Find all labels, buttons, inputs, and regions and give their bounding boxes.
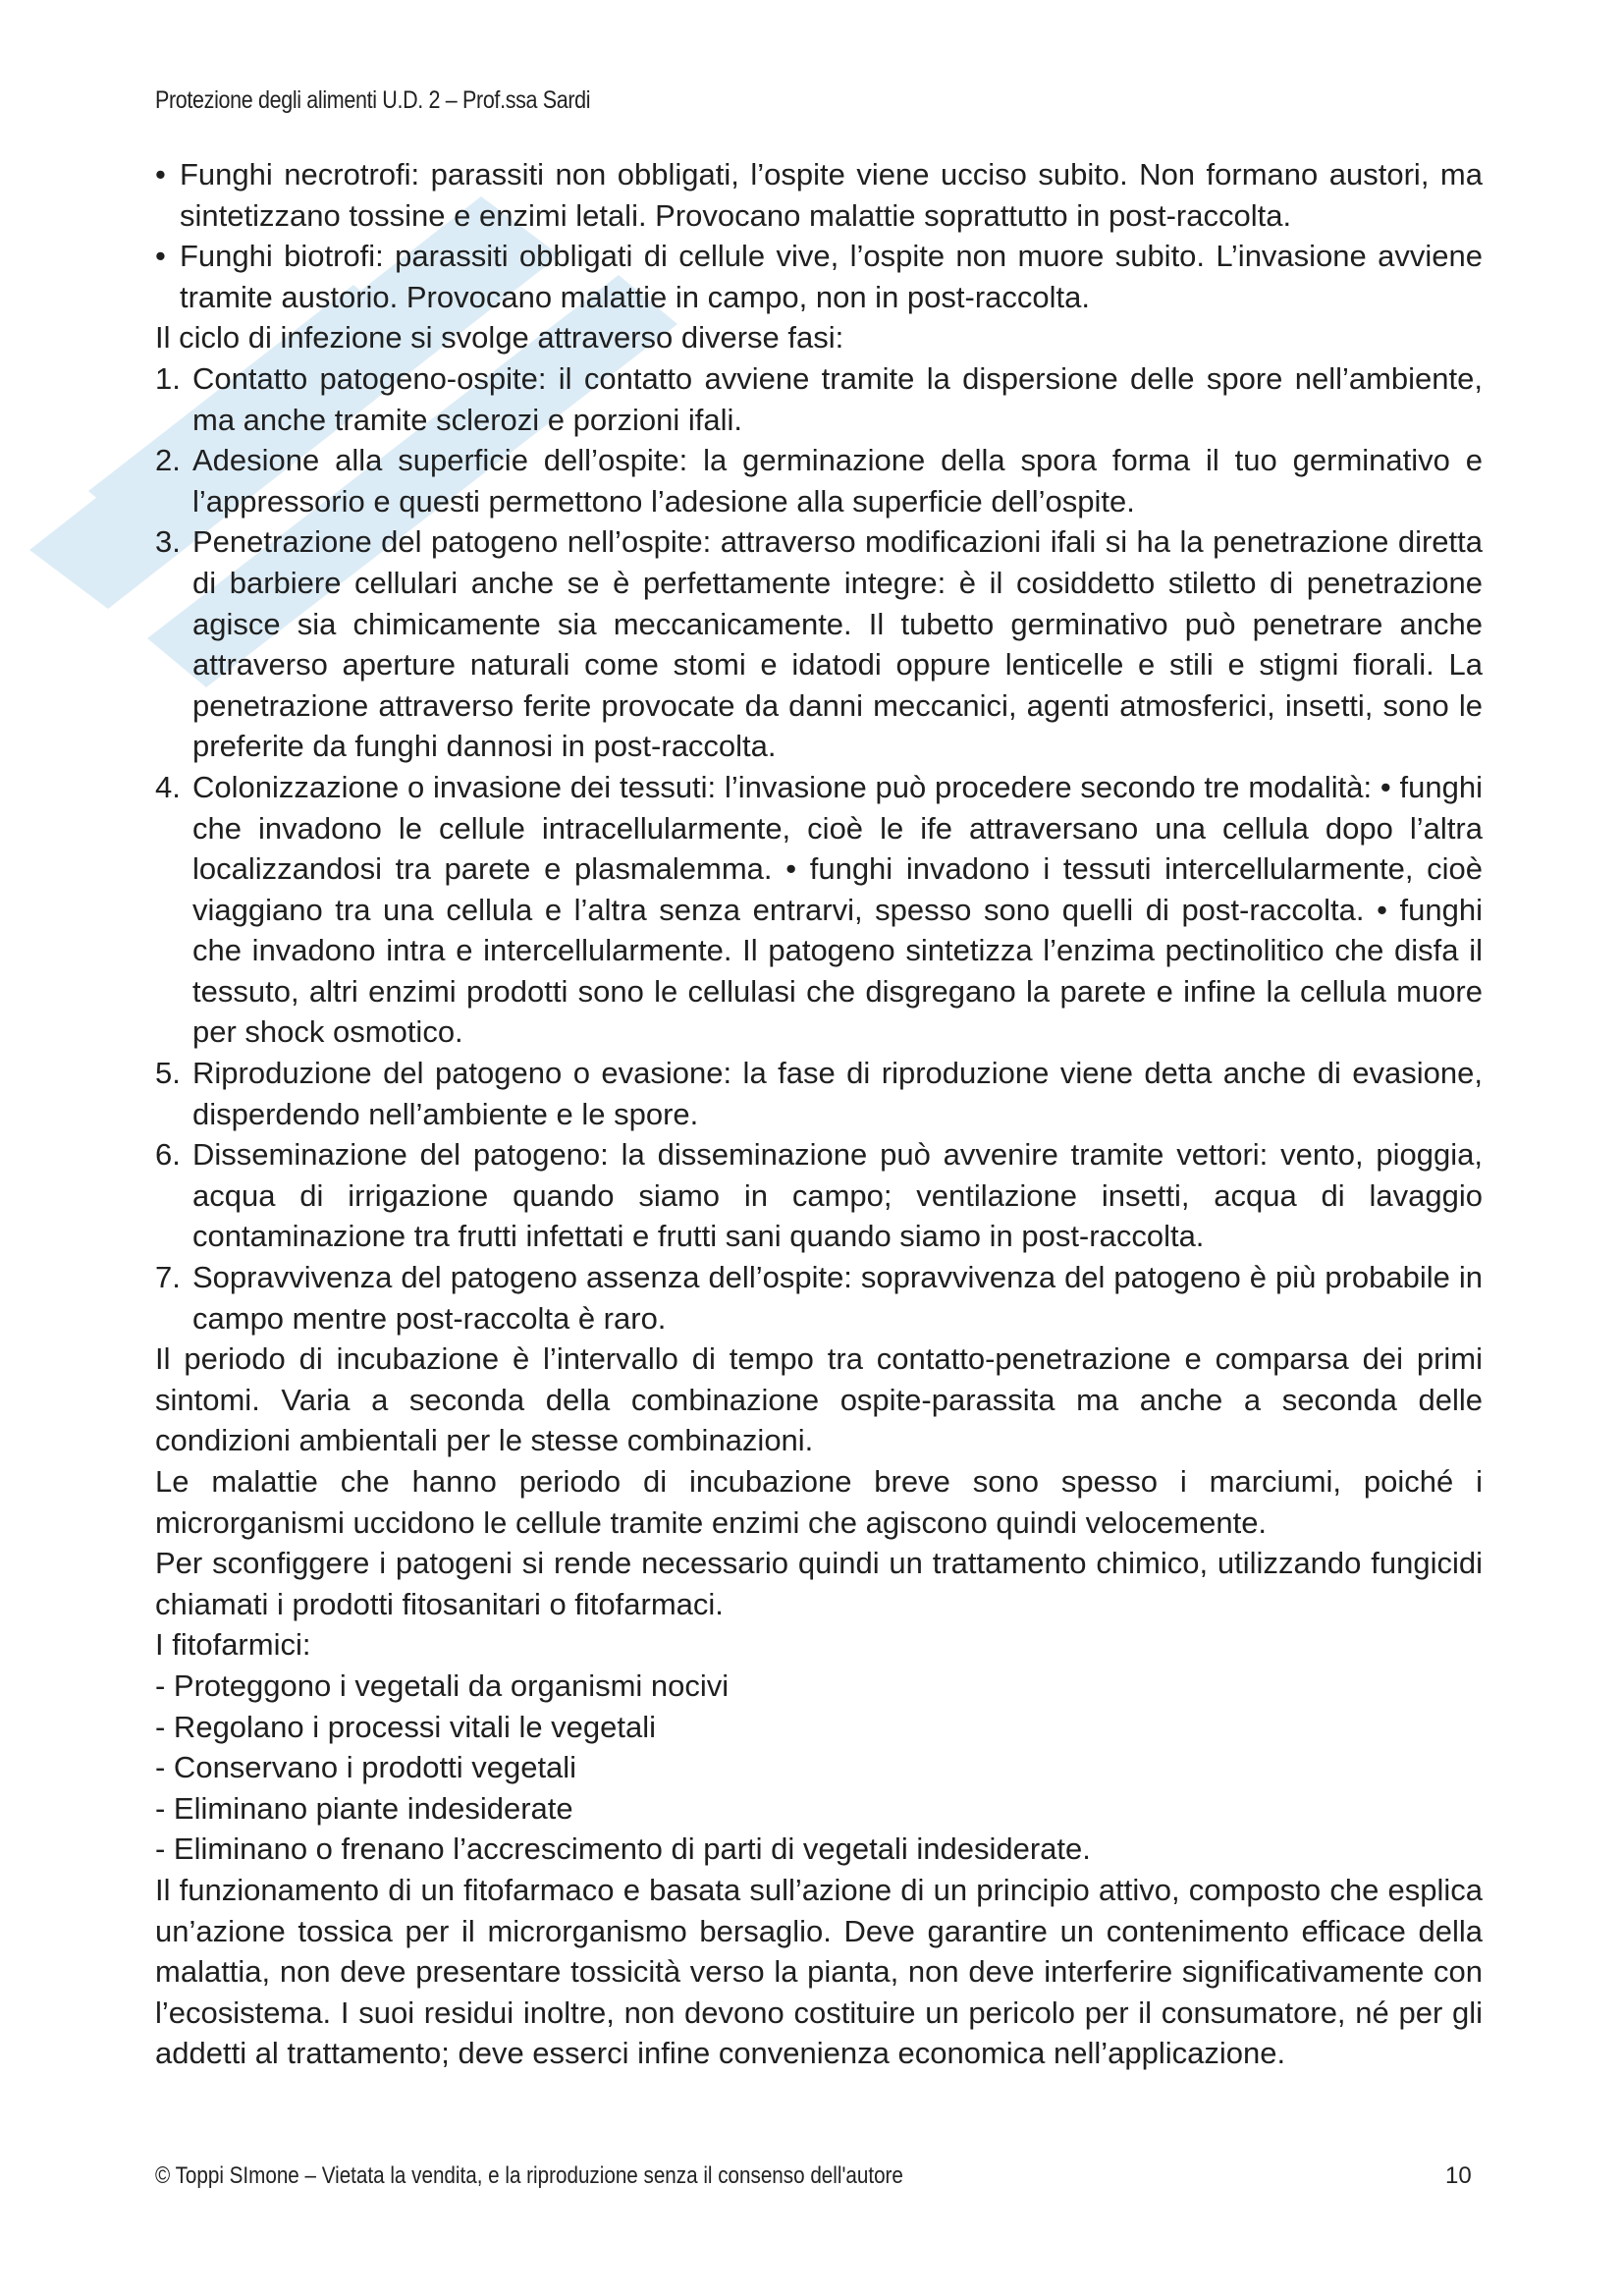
bullet-marker: • [155,157,166,191]
phase-item [155,1257,1483,1339]
incubation-paragraph: Il periodo di incubazione è l’intervallo di tempo tra contatto-penetrazione e comparsa dei primi sintomi. Varia a seconda della combinazione ospite-parassita ma anche a seconda delle condizioni ambientali per le stesse combinazioni. [155,1341,1483,1458]
phase-text: Disseminazione del patogeno: la disseminazione può avvenire tramite vettori: vento, pioggia, acqua di irrigazione quando siamo in campo; ventilazione insetti, acqua di lavaggio contaminazione tra frutti infettati e frutti sani quando siamo in post-raccolta. [192,1137,1483,1254]
functions-intro: I fitofarmici: [155,1627,311,1663]
phase-number: 3. [155,524,181,560]
phase-text: Penetrazione del patogeno nell’ospite: attraverso modificazioni ifali si ha la penetrazione diretta di barbiere cellulari anche se è perfettamente integre: è il cosiddetto stiletto di penetrazione agisce sia chimicamente sia meccanicamente. Il tubetto germinativo può penetrare anche attraverso aperture naturali come stomi e idatodi oppure lenticelle e stili e stigmi fiorali. La penetrazione attraverso ferite provocate da danni meccanici, agenti atmosferici, insetti, sono le preferite da funghi dannosi in post-raccolta. [192,524,1483,764]
phase-text: Colonizzazione o invasione dei tessuti: l’invasione può procedere secondo tre modalità: • funghi che invadono le cellule intracellularmente, cioè le ife attraversano una cellula dopo l’altra localizzandosi tra parete e plasmalemma. • funghi invadono i tessuti intercellularmente, cioè viaggiano tra una cellula e l’altra senza entrarvi, spesso sono quelli di post-raccolta. • funghi che invadono intra e intercellularmente. Il patogeno sintetizza l’enzima pectinolitico che disfa il tessuto, altri enzimi prodotti sono le cellulasi che disgregano la parete e infine la cellula muore per shock osmotico. [192,769,1483,1050]
bullet-item [155,154,1483,236]
phase-number: 6. [155,1137,181,1173]
bullet-marker: • [155,239,166,274]
phase-text: Riproduzione del patogeno o evasione: la fase di riproduzione viene detta anche di evasione, disperdendo nell’ambiente e le spore. [192,1056,1483,1131]
function-item: - Proteggono i vegetali da organismi nocivi [155,1667,730,1703]
function-item: - Eliminano o frenano l’accrescimento di parti di vegetali indesiderate. [155,1831,1091,1867]
phase-number: 1. [155,360,181,396]
bullet-item [155,236,1483,317]
mechanism-paragraph: Il funzionamento di un fitofarmaco e basata sull’azione di un principio attivo, composto che esplica un’azione tossica per il microrganismo bersaglio. Deve garantire un contenimento efficace della malattia, non deve presentare tossicità verso la pianta, non deve interferire significativamente con l’ecosistema. I suoi residui inoltre, non devono costituire un pericolo per il consumatore, né per gli addetti al trattamento; deve esserci infine convenienza economica nell’applicazione. [155,1872,1483,2071]
infection-cycle-intro: Il ciclo di infezione si svolge attraverso diverse fasi: [155,320,844,355]
phase-item [155,521,1483,767]
phase-number: 5. [155,1056,181,1091]
function-item: - Regolano i processi vitali le vegetali [155,1709,657,1744]
phase-item [155,1053,1483,1134]
page-header: Protezione degli alimenti U.D. 2 – Prof.ssa Sardi [155,86,591,114]
bullet-text: Funghi biotrofi: parassiti obbligati di cellule vive, l’ospite non muore subito. L’invasione avviene tramite austorio. Provocano malattie in campo, non in post-raccolta. [180,239,1483,314]
phase-text: Sopravvivenza del patogeno assenza dell’ospite: sopravvivenza del patogeno è più probabile in campo mentre post-raccolta è raro. [192,1260,1483,1336]
page-number: 10 [1445,2162,1472,2189]
document-body [155,154,1483,2074]
footer-copyright: © Toppi SImone – Vietata la vendita, e la riproduzione senza il consenso dell'autore [155,2162,903,2189]
phase-text: Adesione alla superficie dell’ospite: la germinazione della spora forma il tuo germinativo e l’appressorio e questi permettono l’adesione alla superficie dell’ospite. [192,443,1483,519]
bullet-text: Funghi necrotrofi: parassiti non obbligati, l’ospite viene ucciso subito. Non formano austori, ma sintetizzano tossine e enzimi letali. Provocano malattie soprattutto in post-raccolta. [180,157,1483,233]
phase-text: Contatto patogeno-ospite: il contatto avviene tramite la dispersione delle spore nell’ambiente, ma anche tramite sclerozi e porzioni ifali. [192,360,1483,437]
phase-item [155,1134,1483,1257]
phase-number: 4. [155,769,181,804]
phase-item [155,767,1483,1053]
phase-number: 2. [155,443,181,478]
treatment-paragraph: Per sconfiggere i patogeni si rende necessario quindi un trattamento chimico, utilizzando fungicidi chiamati i prodotti fitosanitari o fitofarmaci. [155,1546,1483,1621]
phase-number: 7. [155,1260,181,1295]
short-incubation-paragraph: Le malattie che hanno periodo di incubazione breve sono spesso i marciumi, poiché i microrganismi uccidono le cellule tramite enzimi che agiscono quindi velocemente. [155,1464,1483,1540]
phase-item [155,358,1483,440]
function-item: - Eliminano piante indesiderate [155,1790,573,1826]
phase-item [155,440,1483,521]
function-item: - Conservano i prodotti vegetali [155,1750,577,1785]
